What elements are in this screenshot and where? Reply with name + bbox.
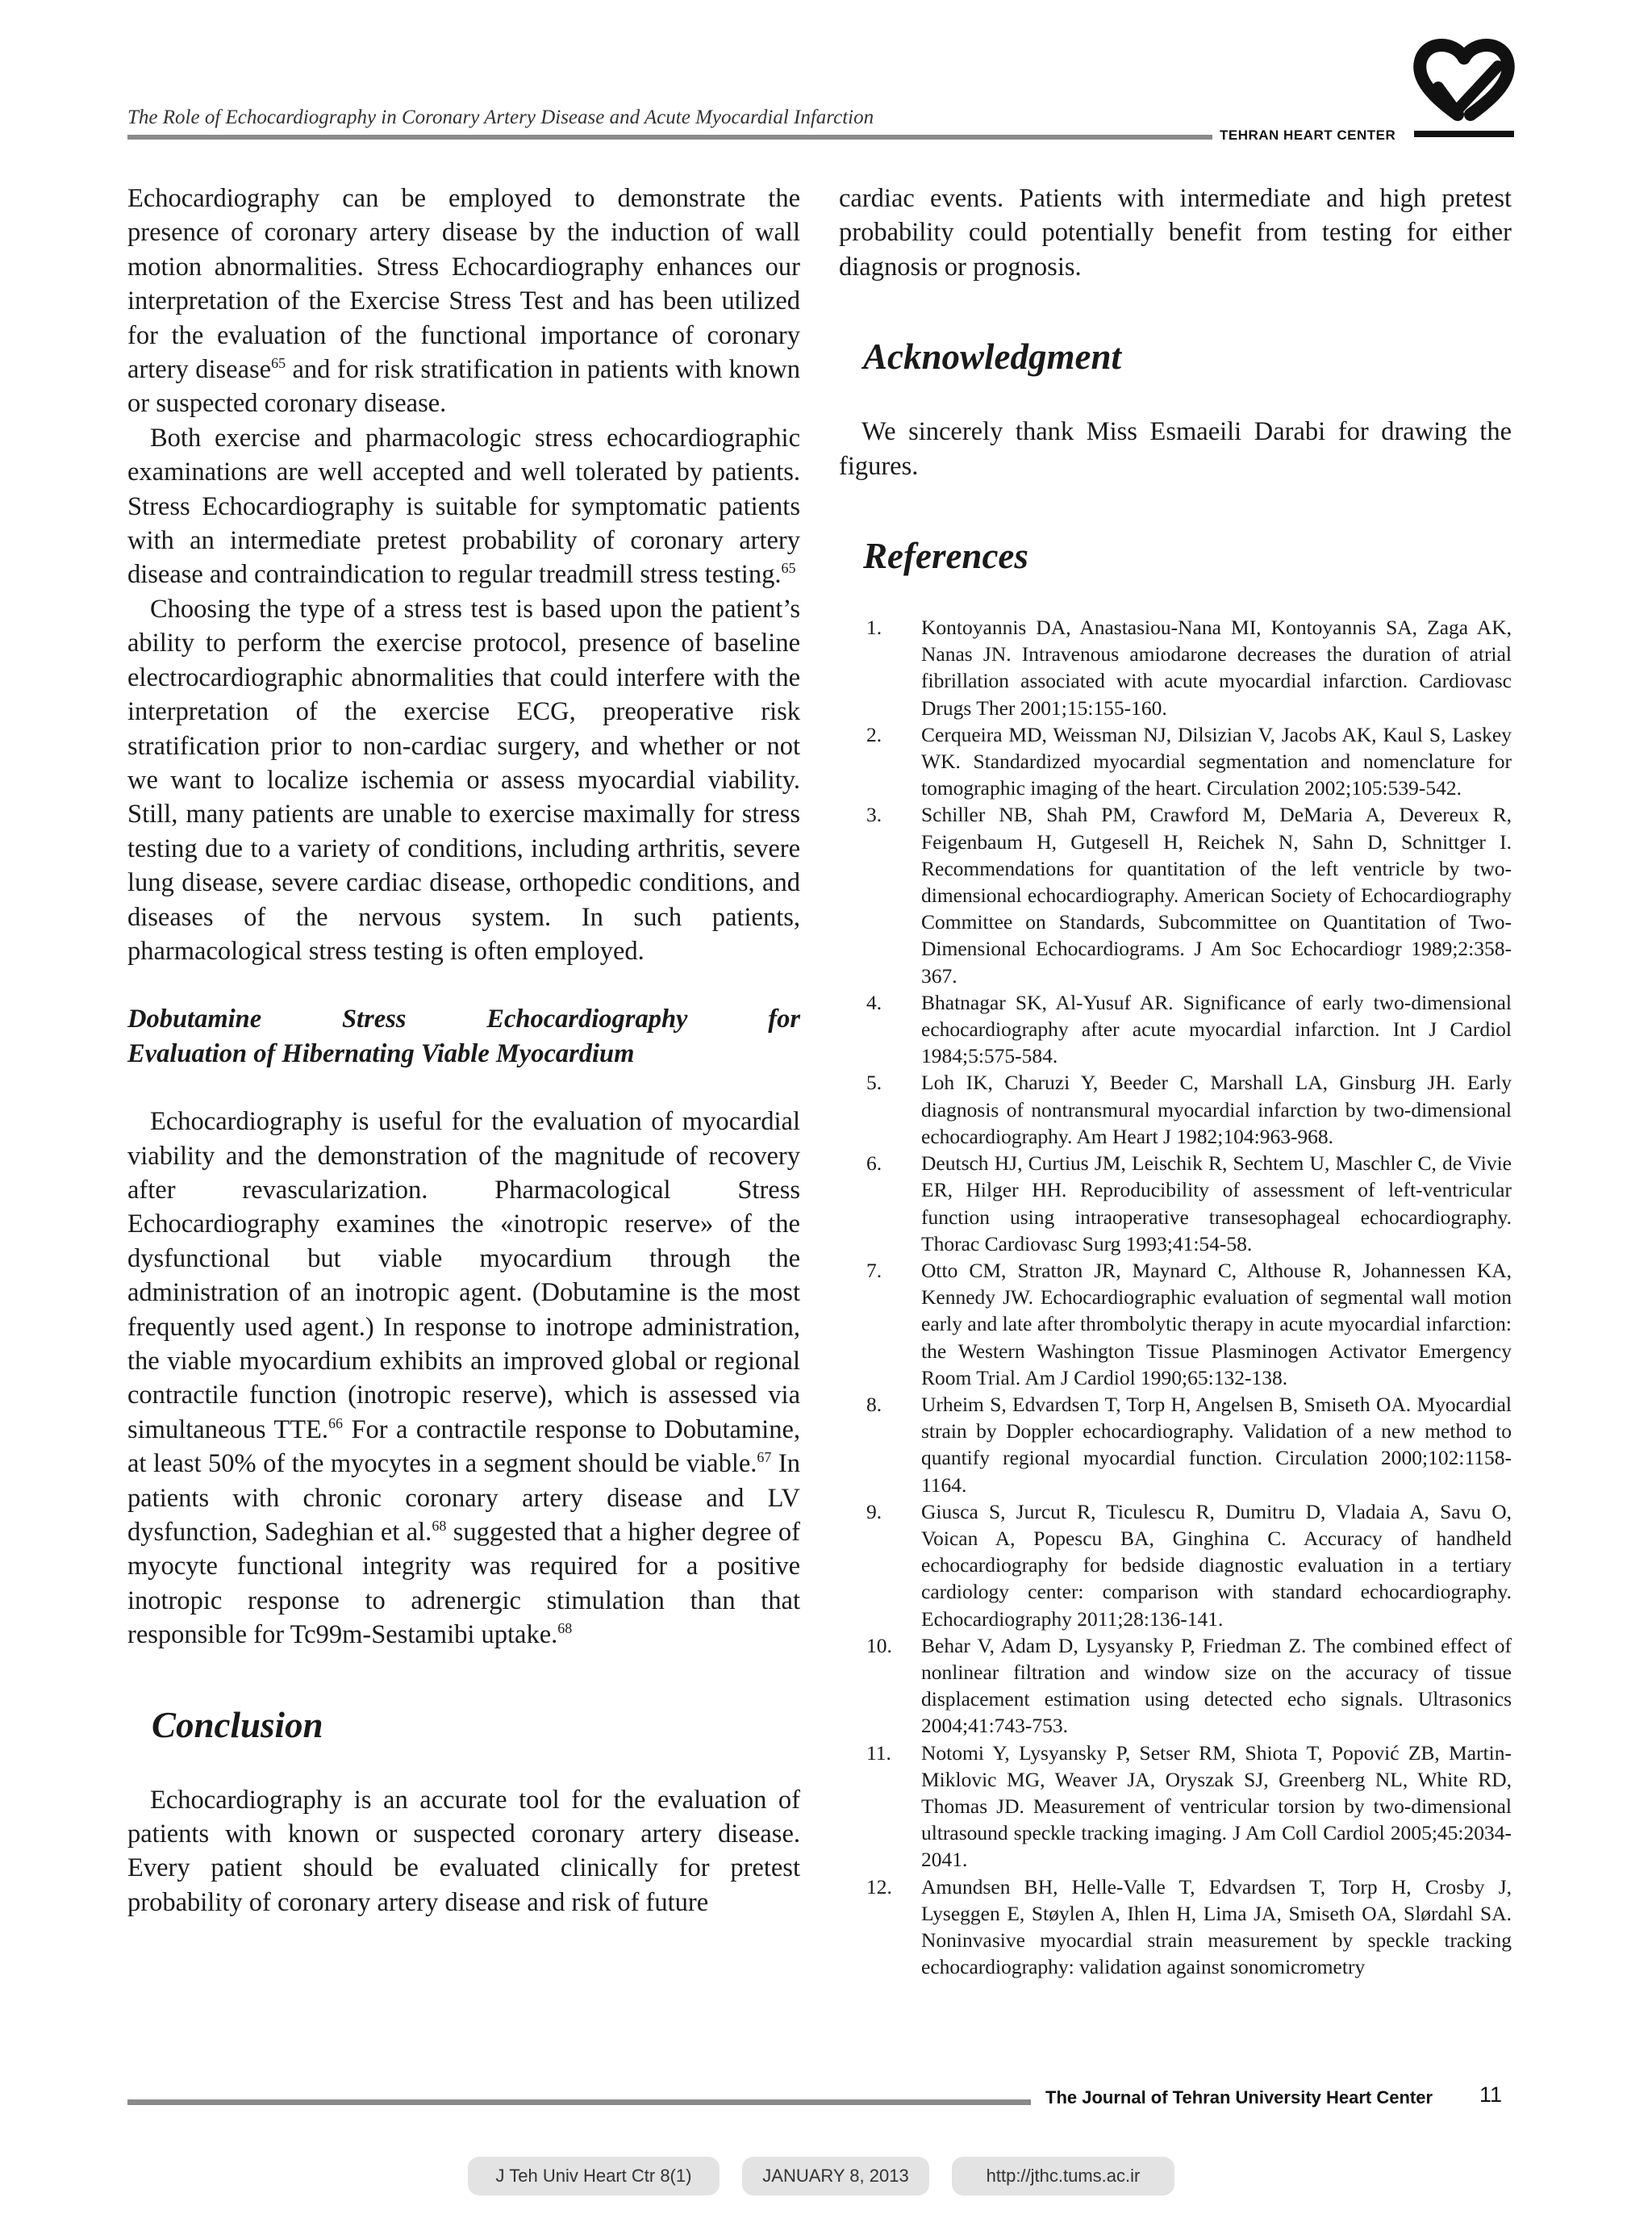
reference-item: [839, 1874, 1512, 1981]
reference-item: [839, 801, 1512, 988]
reference-text: Cerqueira MD, Weissman NJ, Dilsizian V, Jacobs AK, Kaul S, Laskey WK. Standardized myocardial segmentation and nomenclature for tomographic imaging of the heart. Circulation 2002;105:539-542.: [921, 722, 1512, 800]
reference-text: Loh IK, Charuzi Y, Beeder C, Marshall LA, Ginsburg JH. Early diagnosis of nontransmural myocardial infarction by two-dimensional echocardiography. Am Heart J 1982;104:963-968.: [921, 1071, 1512, 1148]
body-paragraph: Choosing the type of a stress test is based upon the patient’s ability to perform the exercise protocol, presence of baseline electrocardiographic abnormalities that could interfere with the interpretation of the exercise ECG, preoperative risk stratification prior to non-cardiac surgery, and whether or not we want to localize ischemia or assess myocardial viability. Still, many patients are unable to exercise maximally for stress testing due to a variety of conditions, including arthritis, severe lung disease, severe cardiac disease, orthopedic conditions, and diseases of the nervous system. In such patients, pharmacological stress testing is often employed.: [127, 594, 800, 966]
reference-number: 5.: [866, 1071, 882, 1095]
reference-item: [839, 1632, 1512, 1740]
reference-item: [839, 721, 1512, 802]
reference-item: [839, 1257, 1512, 1391]
reference-text: Notomi Y, Lysyansky P, Setser RM, Shiota T, Popović ZB, Martin-Miklovic MG, Weaver JA, Oryszak SJ, Greenberg NL, White RD, Thomas JD. Measurement of ventricular torsion by two-dimensional ultrasound speckle tracking imaging. J Am Coll Cardiol 2005;45:2034-2041.: [921, 1740, 1512, 1872]
reference-item: [839, 1498, 1512, 1632]
reference-text: Schiller NB, Shah PM, Crawford M, DeMaria A, Devereux R, Feigenbaum H, Gutgesell H, Reichek N, Sahn D, Schnittger I. Recommendations for quantitation of the left ventricle by two-dimensional echocardiography. American Society of Echocardiography Committee on Standards, Subcommittee on Quantitation of Two-Dimensional Echocardiograms. J Am Soc Echocardiogr 1989;2:358-367.: [921, 803, 1512, 988]
reference-number: 3.: [866, 803, 882, 827]
reference-text: Behar V, Adam D, Lysyansky P, Friedman Z. The combined effect of nonlinear filtration and window size on the accuracy of tissue displacement estimation using detected echo signals. Ultrasonics 2004;41:743-753.: [921, 1633, 1512, 1738]
reference-number: 10.: [866, 1633, 892, 1657]
reference-text: Bhatnagar SK, Al-Yusuf AR. Significance of early two-dimensional echocardiography after acute myocardial infarction. Int J Cardiol 1984;5:575-584.: [921, 990, 1512, 1068]
brand-name: TEHRAN HEART CENTER: [1220, 127, 1396, 143]
body-paragraph: Echocardiography can be employed to demonstrate the presence of coronary artery disease by the induction of wall motion abnormalities. Stress Echocardiography enhances our interpretation of the Exercise Stress Test and has been utilized for the evaluation of the functional importance of coronary artery disease$^{65}$ and for risk stratification in patients with known or suspected coronary disease.: [127, 184, 800, 419]
reference-text: Deutsch HJ, Curtius JM, Leischik R, Sechtem U, Maschler C, de Vivie ER, Hilger HH. Reproducibility of assessment of left-ventricular function using intraoperative transesophageal echocardiography. Thorac Cardiovasc Surg 1993;41:54-58.: [921, 1151, 1512, 1255]
url-link[interactable]: http://jthc.tums.ac.ir: [952, 2157, 1174, 2195]
body-paragraph: We sincerely thank Miss Esmaeili Darabi for drawing the figures.: [839, 417, 1512, 481]
reference-number: 12.: [866, 1874, 892, 1899]
page-number: 11: [1479, 2082, 1503, 2107]
reference-item: [839, 989, 1512, 1070]
section-subheading: Dobutamine Stress Echocardiography for Evaluation of Hibernating Viable Myocardium: [127, 1005, 800, 1068]
body-paragraph: Echocardiography is an accurate tool for the evaluation of patients with known or suspected coronary artery disease. Every patient should be evaluated clinically for pretest probability of coronary artery disease and risk of future: [127, 1785, 800, 1917]
reference-item: [839, 1150, 1512, 1257]
running-title: The Role of Echocardiography in Coronary Artery Disease and Acute Myocardial Infarction: [127, 107, 874, 128]
reference-text: Kontoyannis DA, Anastasiou-Nana MI, Kontoyannis SA, Zaga AK, Nanas JN. Intravenous amiodarone decreases the duration of atrial fibrillation associated with acute myocardial infarction. Cardiovasc Drugs Ther 2001;15:155-160.: [921, 616, 1512, 720]
reference-number: 11.: [866, 1740, 891, 1765]
reference-number: 9.: [866, 1499, 882, 1523]
reference-number: 2.: [866, 722, 882, 746]
date-badge: JANUARY 8, 2013: [742, 2157, 929, 2195]
reference-item: [839, 1391, 1512, 1498]
footer-rule: [127, 2099, 1031, 2105]
journal-name: The Journal of Tehran University Heart Center: [1045, 2087, 1433, 2107]
reference-number: 7.: [866, 1258, 882, 1282]
reference-number: 1.: [866, 616, 882, 640]
acknowledgment-heading: Acknowledgment: [863, 336, 1122, 378]
left-column: [127, 182, 800, 1919]
reference-item: [839, 1069, 1512, 1150]
reference-text: Amundsen BH, Helle-Valle T, Edvardsen T, Torp H, Crosby J, Lyseggen E, Støylen A, Ihlen H, Lima JA, Smiseth OA, Slørdahl SA. Noninvasive myocardial strain measurement by speckle tracking echocardiography: validation against sonomicrometry: [921, 1874, 1512, 1979]
right-column: [839, 182, 1512, 1980]
heart-center-logo-icon: [1408, 34, 1521, 143]
reference-text: Giusca S, Jurcut R, Ticulescu R, Dumitru D, Vladaia A, Savu O, Voican A, Popescu BA, Ginghina C. Accuracy of handheld echocardiography for bedside diagnostic evaluation in a tertiary cardiology center: comparison with standard echocardiography. Echocardiography 2011;28:136-141.: [921, 1499, 1512, 1631]
reference-item: [839, 614, 1512, 721]
reference-list: [839, 614, 1512, 1980]
body-paragraph: Echocardiography is useful for the evaluation of myocardial viability and the demonstration of the magnitude of recovery after revascularization. Pharmacological Stress Echocardiography examines the «inotropic reserve» of the dysfunctional but viable myocardium through the administration of an inotropic agent. (Dobutamine is the most frequently used agent.) In response to inotrope administration, the viable myocardium exhibits an improved global or regional contractile function (inotropic reserve), which is assessed via simultaneous TTE.$^{66}$ For a contractile response to Dobutamine, at least 50% of the myocytes in a segment should be viable.$^{67}$ In patients with chronic coronary artery disease and LV dysfunction, Sadeghian et al.$^{68}$ suggested that a higher degree of myocyte functional integrity was required for a positive inotropic response to adrenergic stimulation than that responsible for Tc99m-Sestamibi uptake.$^{68}$: [127, 1107, 801, 1650]
body-paragraph: cardiac events. Patients with intermediate and high pretest probability could potentially benefit from testing for either diagnosis or prognosis.: [839, 184, 1512, 282]
reference-item: [839, 1740, 1512, 1874]
header-rule: [127, 135, 1212, 140]
conclusion-heading: Conclusion: [152, 1704, 323, 1745]
reference-number: 4.: [866, 990, 882, 1014]
reference-text: Otto CM, Stratton JR, Maynard C, Althouse R, Johannessen KA, Kennedy JW. Echocardiographic evaluation of segmental wall motion early and late after thrombolytic therapy in acute myocardial infarction: the Western Washington Tissue Plasminogen Activator Emergency Room Trial. Am J Cardiol 1990;65:132-138.: [921, 1258, 1512, 1389]
reference-text: Urheim S, Edvardsen T, Torp H, Angelsen B, Smiseth OA. Myocardial strain by Doppler echocardiography. Validation of a new method to quantify regional myocardial function. Circulation 2000;102:1158-1164.: [921, 1392, 1512, 1497]
references-heading: References: [863, 536, 1028, 577]
reference-number: 6.: [866, 1151, 882, 1176]
citation-badge: J Teh Univ Heart Ctr 8(1): [468, 2157, 720, 2195]
reference-number: 8.: [866, 1392, 882, 1416]
body-paragraph: Both exercise and pharmacologic stress echocardiographic examinations are well accepted and well tolerated by patients. Stress Echocardiography is suitable for symptomatic patients with an intermediate pretest probability of coronary artery disease and contraindication to regular treadmill stress testing.$^{65}$: [127, 423, 800, 590]
